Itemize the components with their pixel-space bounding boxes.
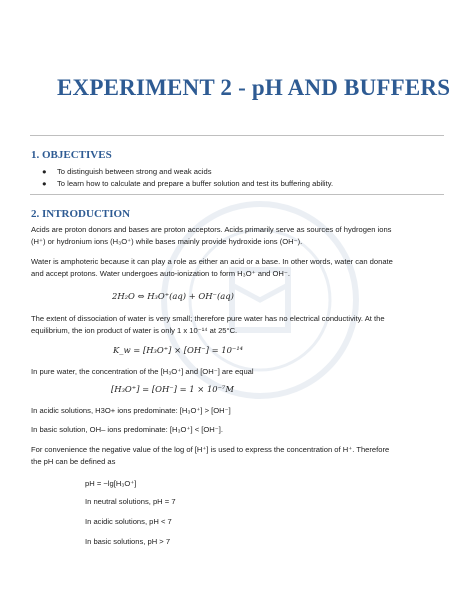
paragraph-dissociation: The extent of dissociation of water is very small; therefore pure water has no electrical conductivity. At the equilibrium, the ion product of water is only 1 x 10⁻¹⁴ at 25°C. [31, 314, 385, 335]
ph-acidic: In acidic solutions, pH < 7 [85, 517, 172, 526]
objectives-heading: 1. OBJECTIVES [31, 149, 112, 161]
page-title: EXPERIMENT 2 - pH AND BUFFERS [57, 75, 451, 100]
paragraph-pure-water: In pure water, the concentration of the [H₃O⁺] and [OH⁻] are equal [31, 367, 254, 376]
ph-neutral: In neutral solutions, pH = 7 [85, 497, 176, 506]
paragraph-amphoteric: Water is amphoteric because it can play a role as either an acid or a base. In other words, water can donate and accept protons. Water undergoes auto-ionization to form H₃O⁺ and OH⁻. [31, 257, 393, 278]
ph-definition: pH = −lg[H₃O⁺] [85, 479, 137, 488]
paragraph-acidic: In acidic solutions, H3O+ ions predominate: [H₃O⁺] > [OH⁻] [31, 406, 231, 415]
document-page: EXPERIMENT 2 - pH AND BUFFERS 1. OBJECTIVES ● To distinguish between strong and weak acids ● To learn how to calculate and prepare a buffer solution and test its buffering ability. 2. INTRODUCTION Acids are proton donors and bases are proton acceptors. Acids primarily serve as sources of hydrogen ions (H⁺) or hydronium ions (H₃O⁺) while bases mainly provide hydroxide ions (OH⁻). Water is amphoteric because it can play a role as either an acid or a base. In other words, water can donate and accept protons. Water undergoes auto-ionization to form H₃O⁺ and OH⁻. 2H₂O ⇔ H₃O⁺(aq) + OH⁻(aq) The extent of dissociation of water is very small; therefore pure water has no electrical conductivity. At the equilibrium, the ion product of water is only 1 x 10⁻¹⁴ at 25°C. K_w = [H₃O⁺] × [OH⁻] = 10⁻¹⁴ In pure water, the concentration of the [H₃O⁺] and [OH⁻] are equal [H₃O⁺] = [OH⁻] = 1 × 10⁻⁷M In acidic solutions, H3O+ ions predominate: [H₃O⁺] > [OH⁻] In basic solution, OH– ions predominate: [H₃O⁺] < [OH⁻]. For convenience the negative value of the log of [H⁺] is used to express the concentration of H⁺. Therefore the pH can be defined as pH = −lg[H₃O⁺] In neutral solutions, pH = 7 In acidic solutions, pH < 7 In basic solutions, pH > 7 [31, 75, 451, 546]
introduction-heading: 2. INTRODUCTION [31, 208, 131, 220]
bullet-icon: ● [42, 179, 47, 188]
paragraph-acids-bases: Acids are proton donors and bases are proton acceptors. Acids primarily serve as sources of hydrogen ions (H⁺) or hydronium ions (H₃O⁺) while bases mainly provide hydroxide ions (OH⁻). [31, 225, 392, 246]
divider [30, 194, 444, 195]
ph-basic: In basic solutions, pH > 7 [85, 537, 171, 546]
bullet-icon: ● [42, 167, 47, 176]
equation-kw: K_w = [H₃O⁺] × [OH⁻] = 10⁻¹⁴ [113, 345, 244, 355]
equation-equal-concentration: [H₃O⁺] = [OH⁻] = 1 × 10⁻⁷M [111, 384, 234, 394]
paragraph-basic: In basic solution, OH– ions predominate: [H₃O⁺] < [OH⁻]. [31, 425, 223, 434]
paragraph-convenience: For convenience the negative value of the log of [H⁺] is used to express the concentration of H⁺. Therefore the pH can be defined as [31, 445, 390, 466]
divider [30, 135, 444, 136]
equation-autoionization: 2H₂O ⇔ H₃O⁺(aq) + OH⁻(aq) [112, 291, 234, 301]
